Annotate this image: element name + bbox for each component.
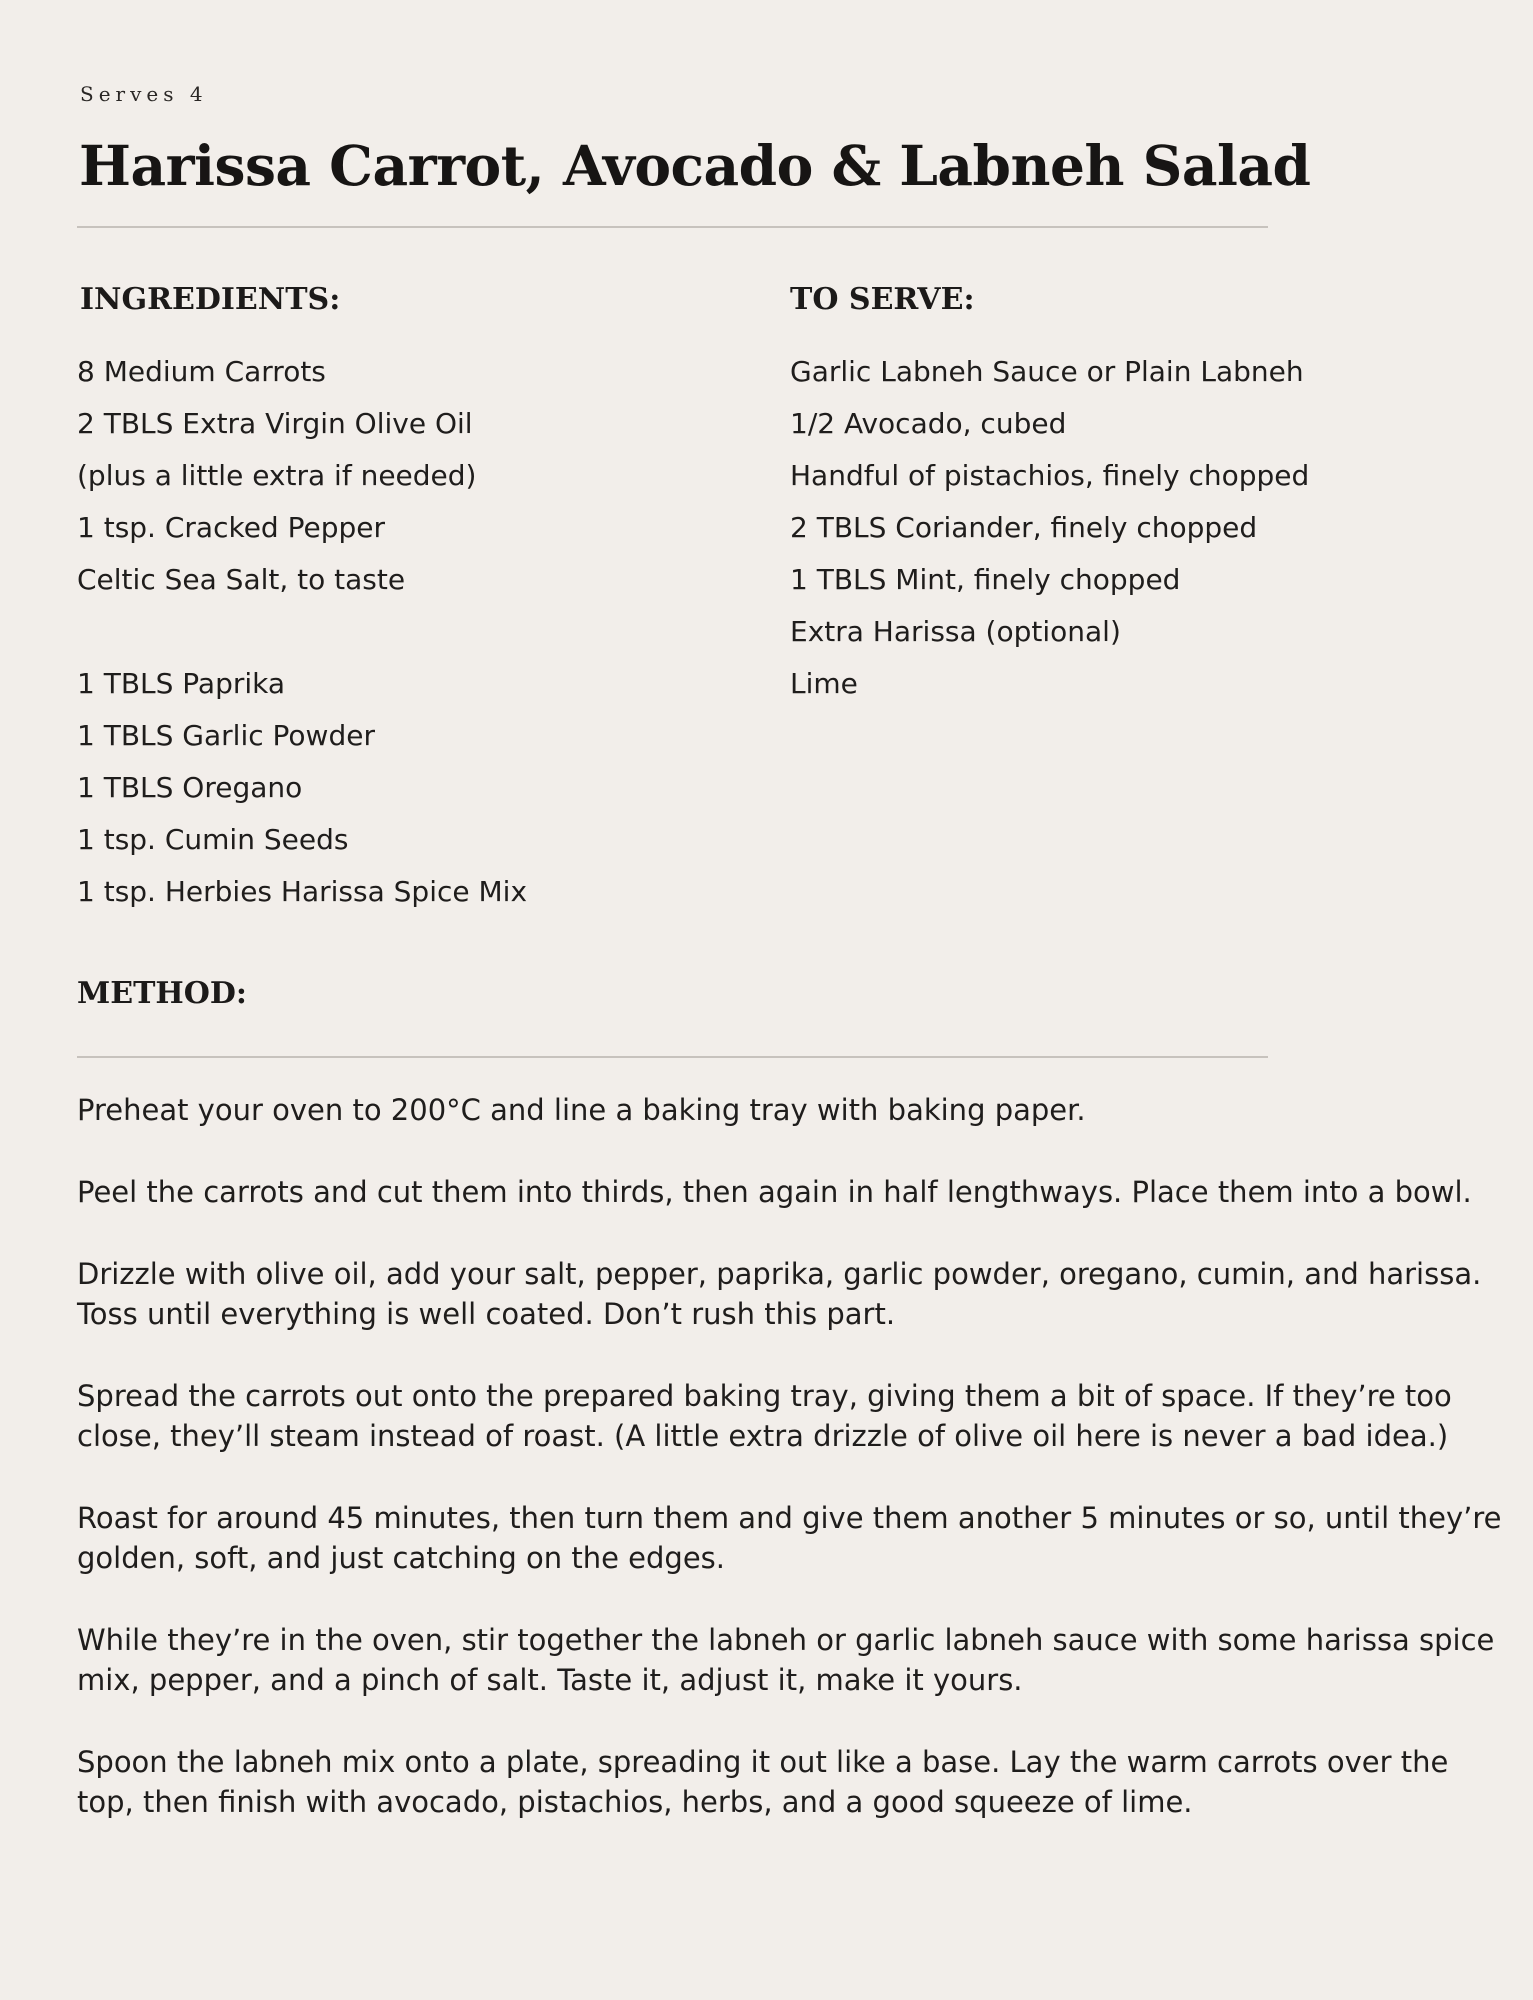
- ingredient-item: 1 TBLS Paprika: [77, 667, 286, 700]
- method-step: Spread the carrots out onto the prepared baking tray, giving them a bit of space. If they’re too close, they’ll steam instead of roast. (A little extra drizzle of olive oil here is never a bad idea.): [77, 1379, 1452, 1453]
- serves-label: Serves 4: [80, 82, 208, 106]
- method-step: Spoon the labneh mix onto a plate, spreading it out like a base. Lay the warm carrots over the top, then finish with avocado, pistachios, herbs, and a good squeeze of lime.: [77, 1745, 1449, 1819]
- ingredient-item: 8 Medium Carrots: [77, 355, 326, 388]
- method-step: Roast for around 45 minutes, then turn them and give them another 5 minutes or so, until they’re golden, soft, and just catching on the edges.: [77, 1501, 1502, 1575]
- ingredient-item: 1 tsp. Cracked Pepper: [77, 511, 385, 544]
- serve-item: Extra Harissa (optional): [790, 615, 1121, 648]
- serve-item: 2 TBLS Coriander, finely chopped: [790, 511, 1258, 544]
- recipe-title: Harissa Carrot, Avocado & Labneh Salad: [79, 133, 1311, 198]
- ingredient-item: 1 TBLS Garlic Powder: [77, 719, 375, 752]
- method-step: Drizzle with olive oil, add your salt, pepper, paprika, garlic powder, oregano, cumin, and harissa. Toss until everything is well coated. Don’t rush this part.: [77, 1257, 1482, 1331]
- serve-item: Handful of pistachios, finely chopped: [790, 459, 1310, 492]
- serve-item: 1/2 Avocado, cubed: [790, 407, 1067, 440]
- serve-item: Garlic Labneh Sauce or Plain Labneh: [790, 355, 1304, 388]
- ingredient-item: 1 TBLS Oregano: [77, 771, 303, 804]
- method-step: While they’re in the oven, stir together the labneh or garlic labneh sauce with some harissa spice mix, pepper, and a pinch of salt. Taste it, adjust it, make it yours.: [77, 1623, 1495, 1697]
- ingredient-item: 1 tsp. Cumin Seeds: [77, 823, 349, 856]
- serve-item: 1 TBLS Mint, finely chopped: [790, 563, 1181, 596]
- method-heading: METHOD:: [77, 976, 247, 1011]
- method-step: Peel the carrots and cut them into thirds, then again in half lengthways. Place them into a bowl.: [77, 1175, 1472, 1209]
- method-step: Preheat your oven to 200°C and line a baking tray with baking paper.: [77, 1093, 1086, 1127]
- method-divider: [77, 1056, 1268, 1058]
- ingredients-heading: INGREDIENTS:: [80, 282, 341, 317]
- to-serve-list: [790, 346, 1309, 710]
- ingredient-item: 1 tsp. Herbies Harissa Spice Mix: [77, 875, 528, 908]
- to-serve-heading: TO SERVE:: [790, 282, 975, 317]
- ingredient-item: 2 TBLS Extra Virgin Olive Oil: [77, 407, 473, 440]
- method-steps: [77, 1090, 1507, 1864]
- ingredient-item: Celtic Sea Salt, to taste: [77, 563, 406, 596]
- serve-item: Lime: [790, 667, 858, 700]
- ingredient-item: (plus a little extra if needed): [77, 459, 477, 492]
- title-divider: [77, 226, 1268, 228]
- ingredients-list: [77, 346, 527, 918]
- ingredient-spacer: [77, 606, 527, 658]
